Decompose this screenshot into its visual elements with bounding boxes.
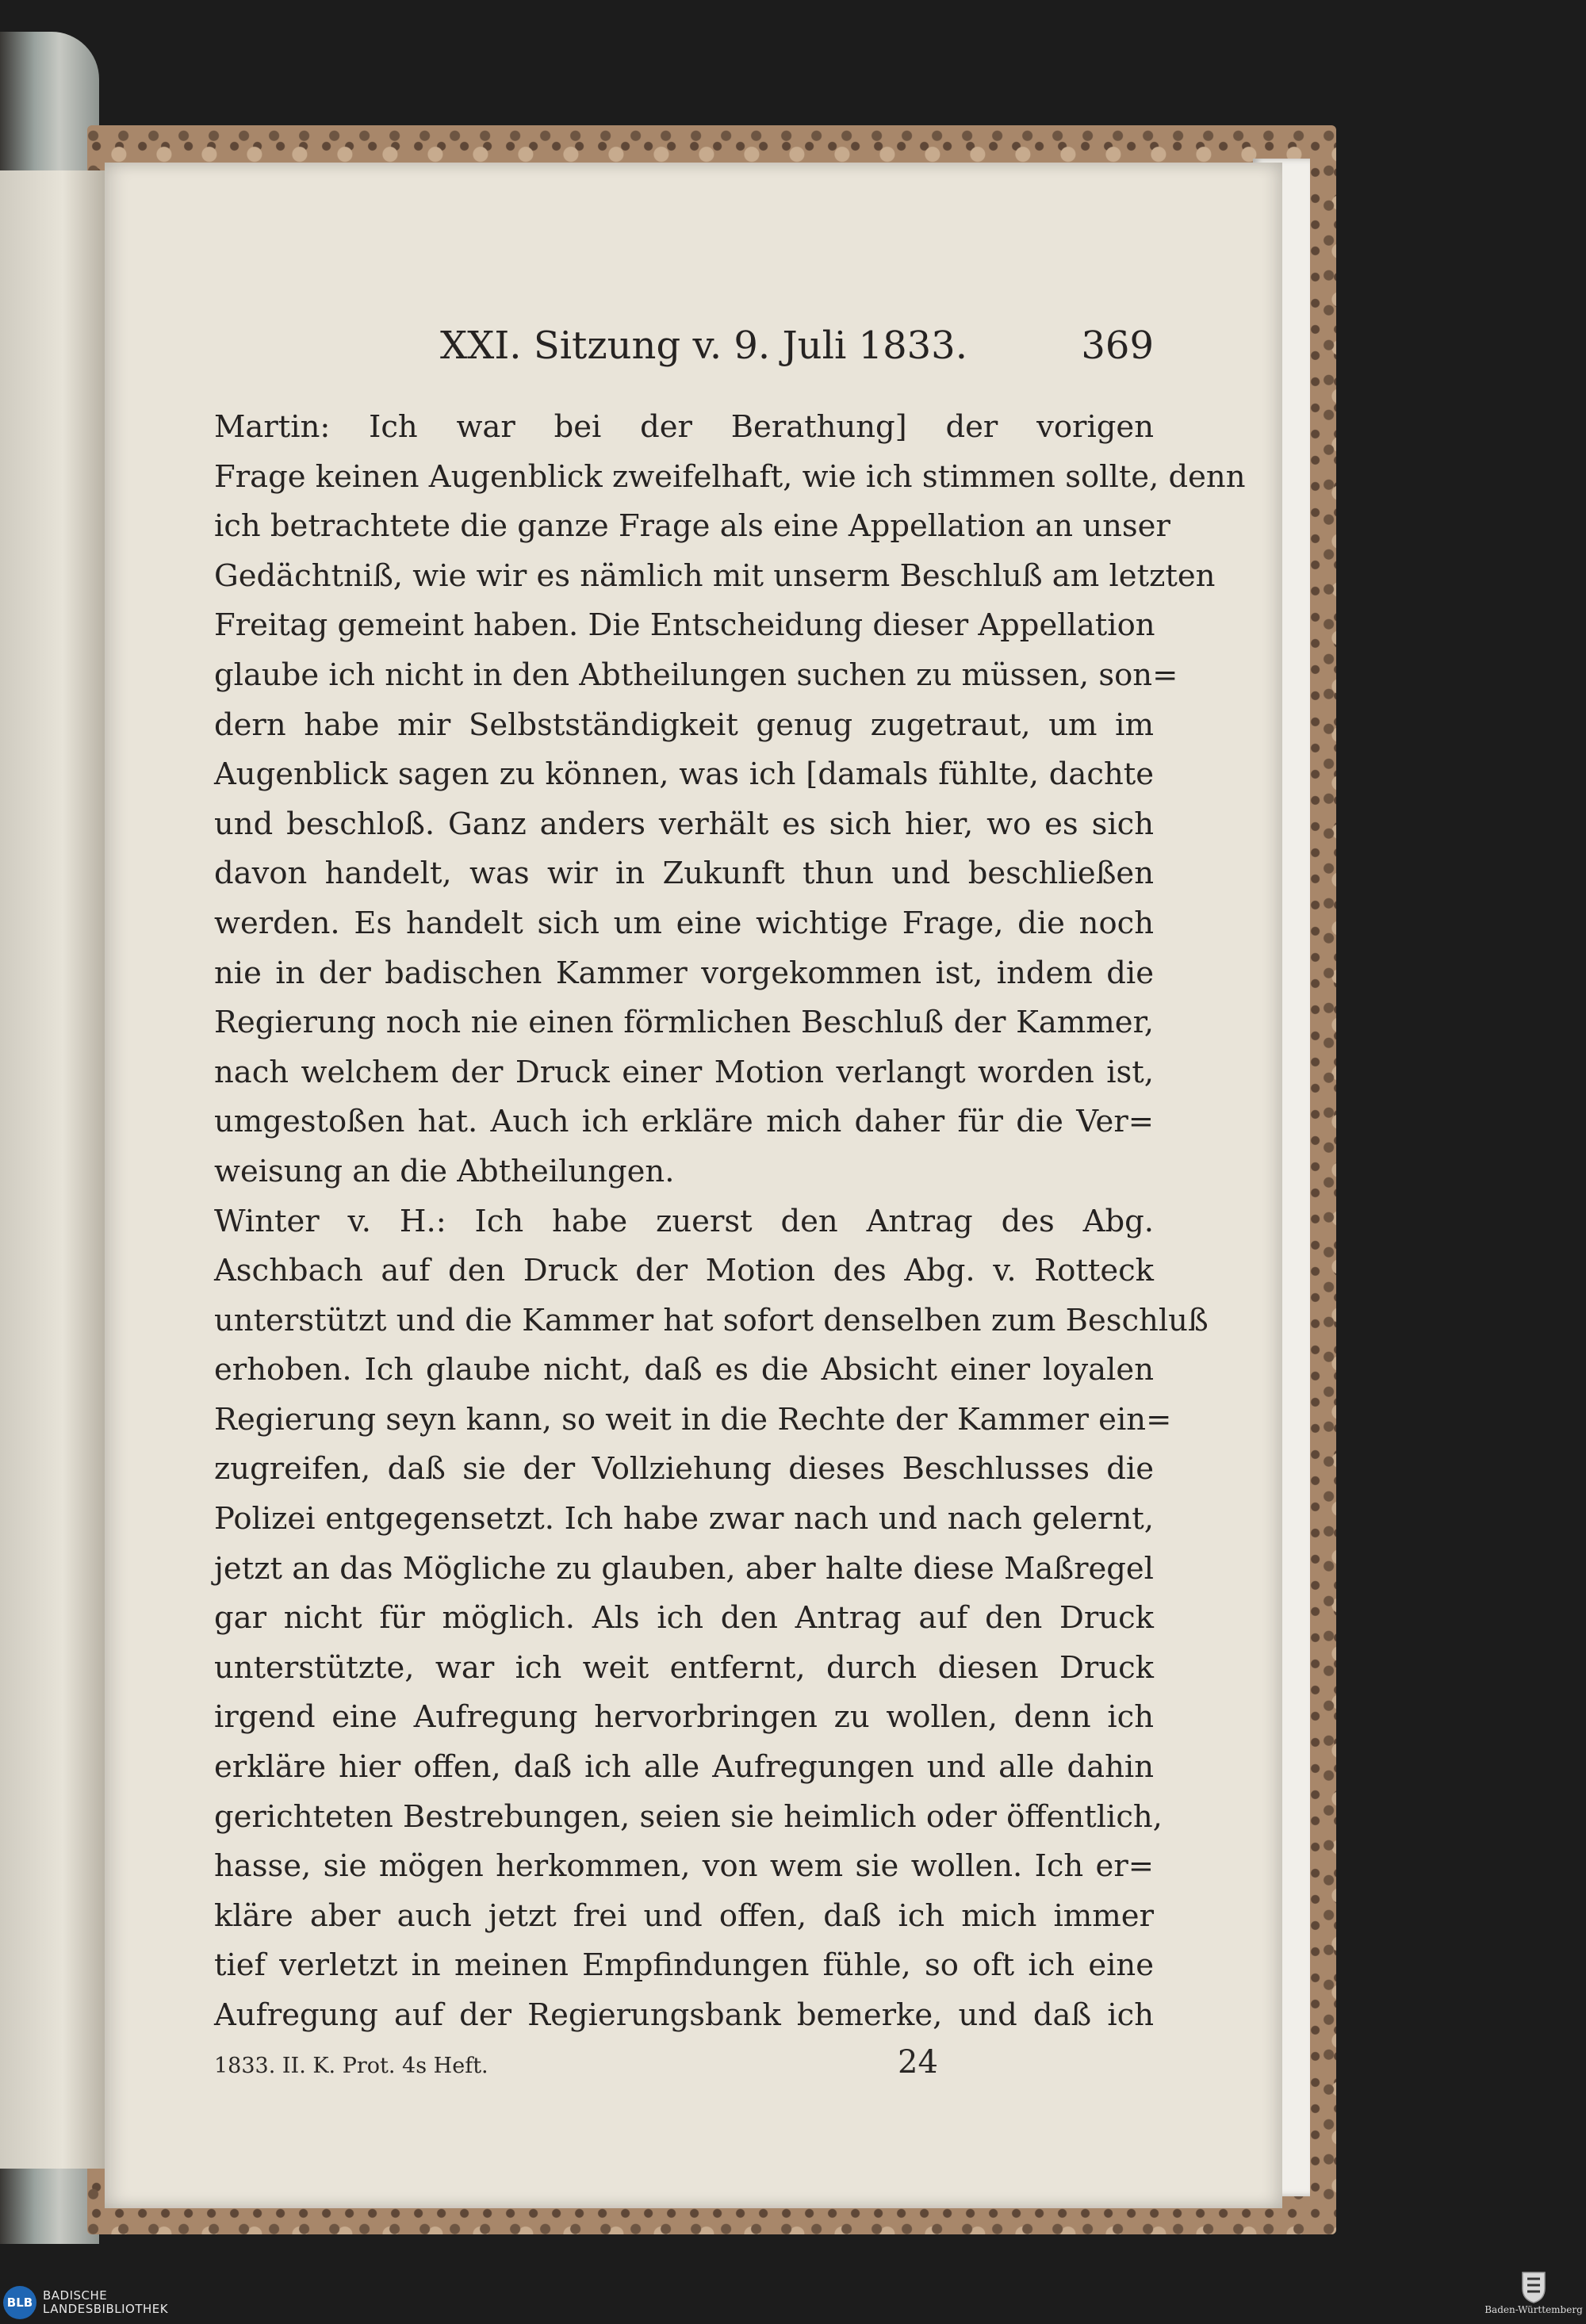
text-line: gerichteten Bestrebungen, seien sie heimlich oder öffentlich, <box>214 1798 1163 1835</box>
text-line: hasse, sie mögen herkommen, von wem sie wollen. Ich er= <box>214 1848 1154 1885</box>
text-line: Polizei entgegensetzt. Ich habe zwar nach und nach gelernt, <box>214 1501 1154 1537</box>
text-line: ich betrachtete die ganze Frage als eine Appellation an unser <box>214 508 1170 545</box>
text-line: Gedächtniß, wie wir es nämlich mit unserm Beschluß am letzten <box>214 557 1216 594</box>
text-line: Regierung seyn kann, so weit in die Rechte der Kammer ein= <box>214 1401 1172 1438</box>
text-line: kläre aber auch jetzt frei und offen, daß ich mich immer <box>214 1897 1154 1934</box>
text-line: weisung an die Abtheilungen. <box>214 1153 675 1189</box>
text-line: dern habe mir Selbstständigkeit genug zugetraut, um im <box>214 706 1154 743</box>
text-line: Aschbach auf den Druck der Motion des Abg. v. Rotteck <box>214 1253 1154 1289</box>
text-line: erhoben. Ich glaube nicht, daß es die Absicht einer loyalen <box>214 1352 1154 1388</box>
text-line: Winter v. H.: Ich habe zuerst den Antrag des Abg. <box>214 1203 1154 1239</box>
text-line: Augenblick sagen zu können, was ich [damals fühlte, dachte <box>214 756 1154 793</box>
text-line: und beschloß. Ganz anders verhält es sich hier, wo es sich <box>214 806 1154 842</box>
blb-logo-text: BADISCHE LANDESBIBLIOTHEK <box>43 2288 169 2316</box>
text-line: davon handelt, was wir in Zukunft thun und beschließen <box>214 856 1154 892</box>
text-line: erkläre hier offen, daß ich alle Aufregungen und alle dahin <box>214 1749 1154 1786</box>
text-line: gar nicht für möglich. Als ich den Antrag auf den Druck <box>214 1600 1154 1637</box>
text-line: Regierung noch nie einen förmlichen Beschluß der Kammer, <box>214 1005 1154 1041</box>
text-line: nach welchem der Druck einer Motion verlangt worden ist, <box>214 1054 1154 1090</box>
page-body-text <box>214 403 1246 2041</box>
text-line: Aufregung auf der Regierungsbank bemerke, und daß ich <box>214 1997 1154 2033</box>
leaf-number: 24 <box>898 2044 938 2081</box>
coat-of-arms-icon <box>1515 2269 1553 2304</box>
signature-mark: 1833. II. K. Prot. 4s Heft. <box>214 2054 488 2078</box>
page-footer <box>214 2044 1055 2092</box>
text-line: irgend eine Aufregung hervorbringen zu wollen, denn ich <box>214 1699 1154 1736</box>
text-line: umgestoßen hat. Auch ich erkläre mich daher für die Ver= <box>214 1104 1154 1140</box>
baden-wuerttemberg-logo[interactable] <box>1483 2269 1584 2322</box>
text-line: jetzt an das Mögliche zu glauben, aber halte diese Maßregel <box>214 1550 1154 1587</box>
text-line: unterstützte, war ich weit entfernt, durch diesen Druck <box>214 1649 1154 1686</box>
baden-wuerttemberg-text: Baden-Württemberg <box>1484 2304 1583 2315</box>
text-line: Freitag gemeint haben. Die Entscheidung dieser Appellation <box>214 607 1155 644</box>
blb-logo[interactable] <box>0 2280 206 2324</box>
page-number: 369 <box>1081 324 1154 368</box>
blb-logo-icon: BLB <box>3 2286 36 2319</box>
left-page-edge <box>0 170 105 2169</box>
text-line: nie in der badischen Kammer vorgekommen ist, indem die <box>214 955 1154 991</box>
running-header <box>440 324 1154 379</box>
text-line: werden. Es handelt sich um eine wichtige Frage, die noch <box>214 905 1154 941</box>
text-line: glaube ich nicht in den Abtheilungen suchen zu müssen, son= <box>214 657 1178 693</box>
text-line: Frage keinen Augenblick zweifelhaft, wie ich stimmen sollte, denn <box>214 458 1246 495</box>
text-line: unterstützt und die Kammer hat sofort denselben zum Beschluß <box>214 1302 1209 1338</box>
text-line: tief verletzt in meinen Empfindungen fühle, so oft ich eine <box>214 1947 1154 1984</box>
text-line: Martin: Ich war bei der Berathung] der vorigen <box>214 409 1154 445</box>
header-title: XXI. Sitzung v. 9. Juli 1833. <box>440 324 967 368</box>
text-line: zugreifen, daß sie der Vollziehung dieses Beschlusses die <box>214 1451 1154 1487</box>
